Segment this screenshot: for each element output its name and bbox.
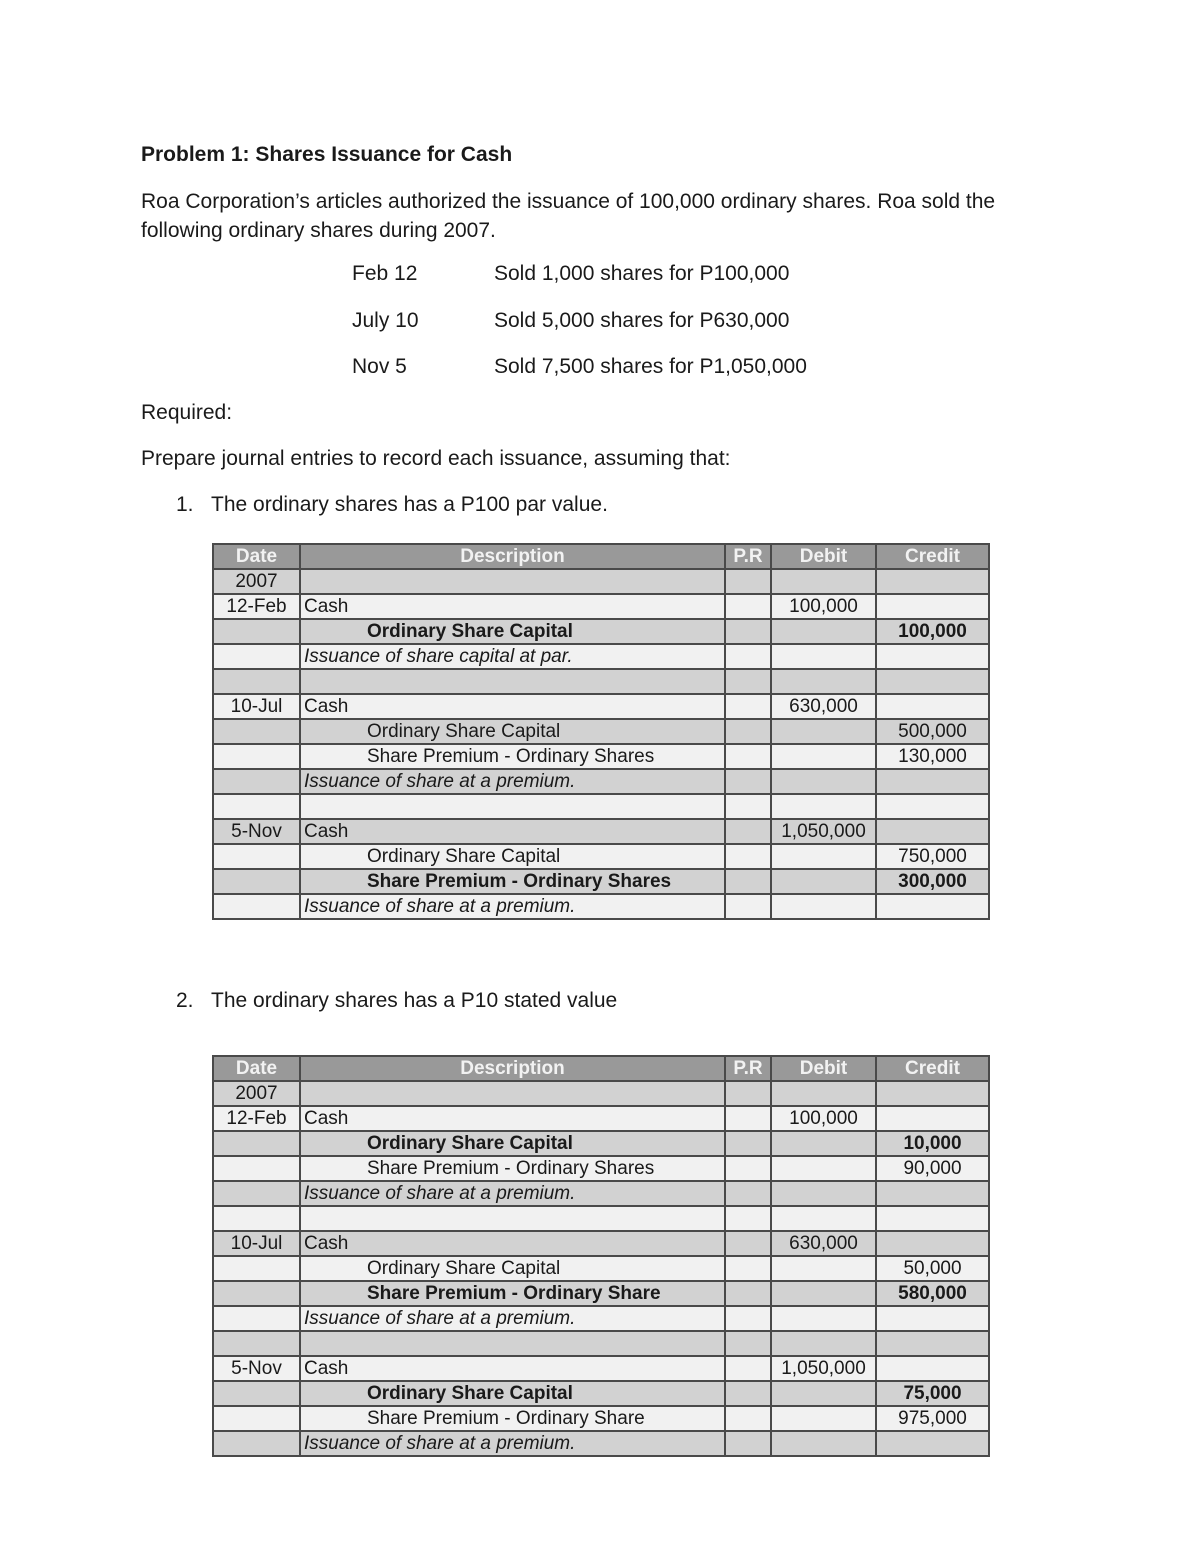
entry-description: Ordinary Share Capital	[300, 1256, 725, 1281]
journal-row	[213, 1356, 989, 1381]
header-description: Description	[300, 544, 725, 569]
entry-description	[300, 669, 725, 694]
entry-date	[213, 619, 300, 644]
entry-date: 12-Feb	[213, 1106, 300, 1131]
entry-description	[300, 1331, 725, 1356]
question-number: 2.	[176, 989, 194, 1012]
entry-description: Cash	[300, 1356, 725, 1381]
entry-pr	[725, 694, 771, 719]
header-pr: P.R	[725, 544, 771, 569]
instruction-text: Prepare journal entries to record each issuance, assuming that:	[141, 447, 731, 470]
journal-row	[213, 1256, 989, 1281]
entry-date	[213, 1256, 300, 1281]
entry-credit	[876, 669, 989, 694]
entry-credit	[876, 769, 989, 794]
sale-description: Sold 7,500 shares for P1,050,000	[494, 355, 807, 378]
entry-pr	[725, 1256, 771, 1281]
question-text: The ordinary shares has a P100 par value.	[211, 493, 608, 516]
entry-description: Cash	[300, 694, 725, 719]
entry-date: 5-Nov	[213, 1356, 300, 1381]
entry-description: Share Premium - Ordinary Shares	[300, 744, 725, 769]
entry-date	[213, 1306, 300, 1331]
entry-debit: 1,050,000	[771, 819, 876, 844]
entry-debit: 100,000	[771, 1106, 876, 1131]
entry-credit	[876, 1081, 989, 1106]
entry-credit	[876, 794, 989, 819]
entry-date: 2007	[213, 569, 300, 594]
entry-description: Share Premium - Ordinary Share	[300, 1406, 725, 1431]
journal-row	[213, 1106, 989, 1131]
entry-description: Cash	[300, 594, 725, 619]
journal-row	[213, 1406, 989, 1431]
entry-date	[213, 1131, 300, 1156]
entry-credit	[876, 594, 989, 619]
entry-credit: 300,000	[876, 869, 989, 894]
entry-debit	[771, 1406, 876, 1431]
journal-row	[213, 1431, 989, 1456]
entry-date	[213, 669, 300, 694]
header-pr: P.R	[725, 1056, 771, 1081]
entry-credit: 10,000	[876, 1131, 989, 1156]
entry-description	[300, 569, 725, 594]
entry-date	[213, 1181, 300, 1206]
journal-row	[213, 1206, 989, 1231]
journal-row	[213, 1131, 989, 1156]
entry-pr	[725, 769, 771, 794]
required-label: Required:	[141, 401, 233, 424]
entry-description: Share Premium - Ordinary Shares	[300, 1156, 725, 1181]
question-number: 1.	[176, 493, 194, 516]
entry-pr	[725, 619, 771, 644]
entry-pr	[725, 1131, 771, 1156]
entry-debit	[771, 1256, 876, 1281]
entry-debit: 100,000	[771, 594, 876, 619]
header-credit: Credit	[876, 544, 989, 569]
entry-date	[213, 744, 300, 769]
journal-row	[213, 644, 989, 669]
journal-body	[213, 1081, 989, 1456]
entry-pr	[725, 1206, 771, 1231]
journal-body	[213, 569, 989, 919]
header-debit: Debit	[771, 1056, 876, 1081]
journal-row	[213, 719, 989, 744]
entry-credit	[876, 1206, 989, 1231]
entry-credit	[876, 1356, 989, 1381]
entry-description: Share Premium - Ordinary Share	[300, 1281, 725, 1306]
entry-credit: 130,000	[876, 744, 989, 769]
journal-row	[213, 1081, 989, 1106]
entry-date	[213, 794, 300, 819]
journal-row	[213, 894, 989, 919]
header-description: Description	[300, 1056, 725, 1081]
entry-debit	[771, 1381, 876, 1406]
entry-pr	[725, 1406, 771, 1431]
entry-date	[213, 894, 300, 919]
journal-table-par-value	[212, 543, 990, 920]
entry-credit	[876, 569, 989, 594]
entry-pr	[725, 569, 771, 594]
entry-debit	[771, 769, 876, 794]
entry-credit	[876, 819, 989, 844]
entry-debit	[771, 644, 876, 669]
entry-credit: 90,000	[876, 1156, 989, 1181]
entry-debit	[771, 794, 876, 819]
entry-description: Ordinary Share Capital	[300, 1131, 725, 1156]
journal-row	[213, 594, 989, 619]
entry-debit	[771, 1156, 876, 1181]
sale-date: Feb 12	[352, 262, 418, 285]
entry-credit: 580,000	[876, 1281, 989, 1306]
entry-debit	[771, 669, 876, 694]
entry-debit	[771, 744, 876, 769]
entry-pr	[725, 844, 771, 869]
entry-debit	[771, 619, 876, 644]
entry-debit	[771, 1206, 876, 1231]
journal-row	[213, 694, 989, 719]
entry-debit: 1,050,000	[771, 1356, 876, 1381]
entry-credit	[876, 694, 989, 719]
entry-date	[213, 869, 300, 894]
entry-date	[213, 1281, 300, 1306]
entry-description: Ordinary Share Capital	[300, 844, 725, 869]
entry-date	[213, 769, 300, 794]
entry-pr	[725, 894, 771, 919]
entry-pr	[725, 1181, 771, 1206]
entry-date	[213, 1381, 300, 1406]
entry-pr	[725, 1281, 771, 1306]
entry-credit: 100,000	[876, 619, 989, 644]
entry-debit	[771, 1131, 876, 1156]
journal-row	[213, 844, 989, 869]
journal-row	[213, 744, 989, 769]
entry-description: Issuance of share at a premium.	[300, 1181, 725, 1206]
entry-pr	[725, 1106, 771, 1131]
entry-description: Issuance of share at a premium.	[300, 769, 725, 794]
sale-description: Sold 1,000 shares for P100,000	[494, 262, 790, 285]
entry-debit: 630,000	[771, 694, 876, 719]
entry-pr	[725, 1306, 771, 1331]
entry-credit	[876, 1431, 989, 1456]
journal-row	[213, 1331, 989, 1356]
entry-credit	[876, 644, 989, 669]
journal-row	[213, 619, 989, 644]
entry-pr	[725, 669, 771, 694]
entry-description: Cash	[300, 1106, 725, 1131]
journal-table-stated-value	[212, 1055, 990, 1457]
journal-row	[213, 1231, 989, 1256]
sale-date: Nov 5	[352, 355, 407, 378]
header-debit: Debit	[771, 544, 876, 569]
entry-pr	[725, 1231, 771, 1256]
entry-date	[213, 1406, 300, 1431]
header-credit: Credit	[876, 1056, 989, 1081]
entry-pr	[725, 819, 771, 844]
entry-description: Cash	[300, 819, 725, 844]
entry-credit: 975,000	[876, 1406, 989, 1431]
entry-date: 12-Feb	[213, 594, 300, 619]
entry-date: 10-Jul	[213, 1231, 300, 1256]
entry-date	[213, 644, 300, 669]
entry-debit	[771, 894, 876, 919]
entry-credit: 750,000	[876, 844, 989, 869]
entry-pr	[725, 794, 771, 819]
journal-row	[213, 819, 989, 844]
entry-credit: 500,000	[876, 719, 989, 744]
journal-row	[213, 1381, 989, 1406]
entry-debit	[771, 1181, 876, 1206]
entry-pr	[725, 719, 771, 744]
entry-date	[213, 1156, 300, 1181]
entry-pr	[725, 1331, 771, 1356]
journal-row	[213, 1306, 989, 1331]
intro-paragraph: Roa Corporation’s articles authorized the issuance of 100,000 ordinary shares. Roa sold the following ordinary shares during 2007.	[141, 190, 996, 242]
entry-description: Issuance of share at a premium.	[300, 894, 725, 919]
entry-debit	[771, 719, 876, 744]
sale-date: July 10	[352, 309, 419, 332]
entry-pr	[725, 1156, 771, 1181]
entry-debit	[771, 569, 876, 594]
entry-debit	[771, 1431, 876, 1456]
entry-date	[213, 1431, 300, 1456]
entry-description: Ordinary Share Capital	[300, 619, 725, 644]
entry-debit	[771, 1281, 876, 1306]
journal-row	[213, 794, 989, 819]
journal-row	[213, 669, 989, 694]
entry-date	[213, 719, 300, 744]
entry-description: Issuance of share at a premium.	[300, 1306, 725, 1331]
entry-debit	[771, 1331, 876, 1356]
journal-row	[213, 769, 989, 794]
entry-date: 5-Nov	[213, 819, 300, 844]
entry-credit	[876, 1306, 989, 1331]
journal-row	[213, 1156, 989, 1181]
entry-debit	[771, 1081, 876, 1106]
entry-description: Issuance of share capital at par.	[300, 644, 725, 669]
entry-credit	[876, 1106, 989, 1131]
entry-description	[300, 1081, 725, 1106]
entry-debit	[771, 1306, 876, 1331]
header-date: Date	[213, 1056, 300, 1081]
entry-description	[300, 1206, 725, 1231]
entry-pr	[725, 1381, 771, 1406]
entry-date	[213, 844, 300, 869]
entry-credit	[876, 894, 989, 919]
entry-date: 2007	[213, 1081, 300, 1106]
entry-pr	[725, 644, 771, 669]
entry-description	[300, 794, 725, 819]
header-date: Date	[213, 544, 300, 569]
entry-description: Share Premium - Ordinary Shares	[300, 869, 725, 894]
entry-credit: 75,000	[876, 1381, 989, 1406]
entry-debit	[771, 869, 876, 894]
entry-credit: 50,000	[876, 1256, 989, 1281]
problem-title: Problem 1: Shares Issuance for Cash	[141, 143, 513, 166]
entry-credit	[876, 1181, 989, 1206]
journal-row	[213, 1281, 989, 1306]
entry-pr	[725, 869, 771, 894]
entry-credit	[876, 1231, 989, 1256]
entry-description: Ordinary Share Capital	[300, 1381, 725, 1406]
entry-description: Cash	[300, 1231, 725, 1256]
question-text: The ordinary shares has a P10 stated value	[211, 989, 618, 1012]
journal-row	[213, 569, 989, 594]
entry-debit	[771, 844, 876, 869]
journal-row	[213, 869, 989, 894]
entry-debit: 630,000	[771, 1231, 876, 1256]
entry-credit	[876, 1331, 989, 1356]
entry-date	[213, 1206, 300, 1231]
journal-row	[213, 1181, 989, 1206]
entry-date	[213, 1331, 300, 1356]
entry-pr	[725, 1356, 771, 1381]
entry-date: 10-Jul	[213, 694, 300, 719]
entry-description: Ordinary Share Capital	[300, 719, 725, 744]
entry-pr	[725, 1081, 771, 1106]
entry-description: Issuance of share at a premium.	[300, 1431, 725, 1456]
entry-pr	[725, 744, 771, 769]
entry-pr	[725, 594, 771, 619]
entry-pr	[725, 1431, 771, 1456]
sale-description: Sold 5,000 shares for P630,000	[494, 309, 790, 332]
